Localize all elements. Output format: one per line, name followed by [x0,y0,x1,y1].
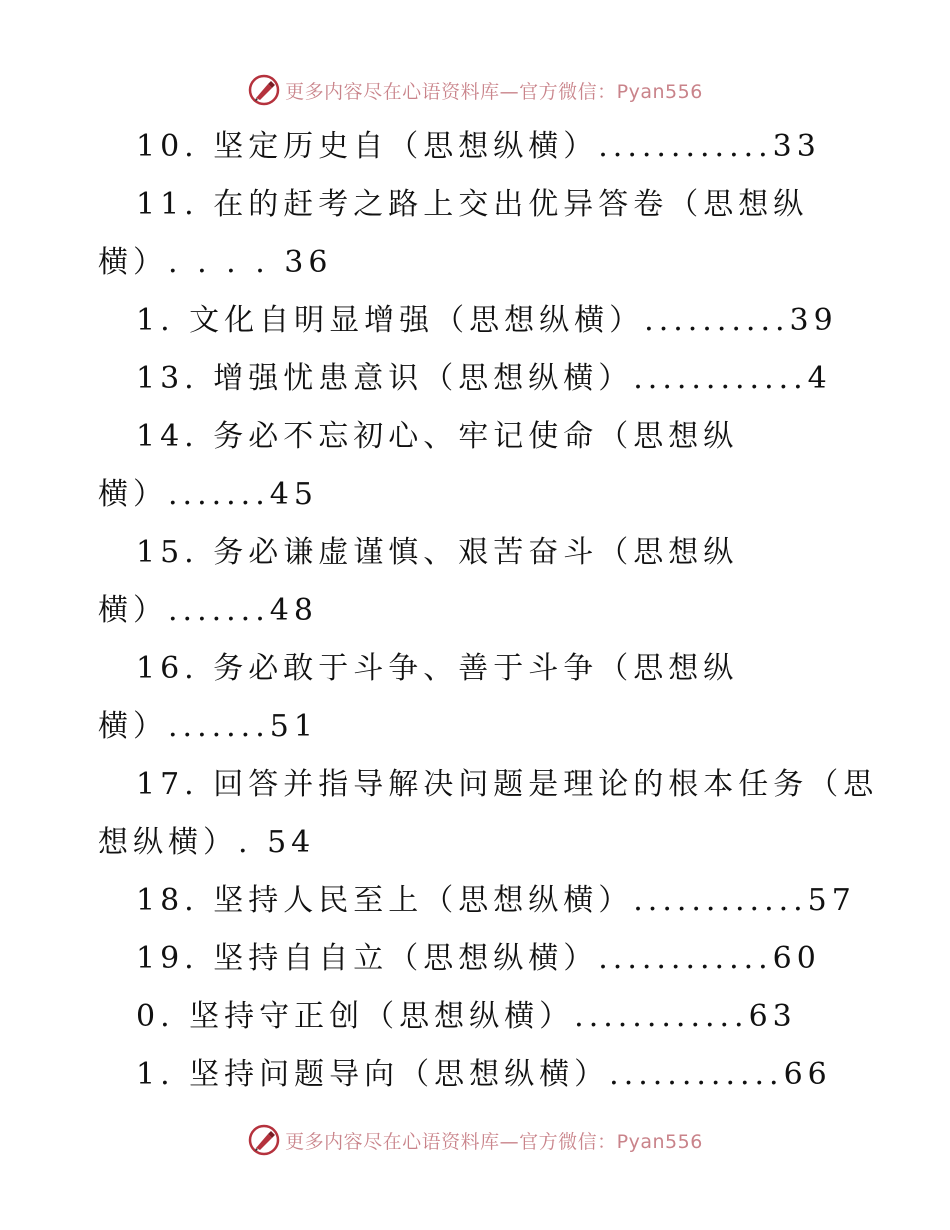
toc-entry-14-continued[interactable]: 横）.......45 [98,477,318,512]
toc-entry-19[interactable]: 19. 坚持自自立（思想纵横）............60 [136,941,821,976]
toc-entry-17-continued[interactable]: 想纵横）. 54 [98,825,316,860]
toc-entry-1-problem[interactable]: 1. 坚持问题导向（思想纵横）............66 [136,1057,832,1092]
toc-entry-15[interactable]: 15. 务必谦虚谨慎、艰苦奋斗（思想纵 [136,535,739,570]
watermark-text: 更多内容尽在心语资料库—官方微信：Pyan556 [285,80,703,103]
toc-entry-11[interactable]: 11. 在的赶考之路上交出优异答卷（思想纵 [136,187,809,222]
pen-logo-icon [247,1123,281,1157]
toc-entry-0[interactable]: 0. 坚持守正创（思想纵横）............63 [136,999,797,1034]
toc-entry-15-continued[interactable]: 横）.......48 [98,593,318,628]
toc-entry-14[interactable]: 14. 务必不忘初心、牢记使命（思想纵 [136,419,739,454]
toc-entry-10[interactable]: 10. 坚定历史自（思想纵横）............33 [136,129,821,164]
toc-entry-13[interactable]: 13. 增强忧患意识（思想纵横）............4 [136,361,832,396]
watermark-text: 更多内容尽在心语资料库—官方微信：Pyan556 [285,1130,703,1153]
pen-logo-icon [247,73,281,107]
footer-watermark [0,1120,950,1160]
toc-entry-1-culture[interactable]: 1. 文化自明显增强（思想纵横）..........39 [136,303,838,338]
header-watermark [0,70,950,110]
toc-entry-16[interactable]: 16. 务必敢于斗争、善于斗争（思想纵 [136,651,739,686]
toc-entry-18[interactable]: 18. 坚持人民至上（思想纵横）............57 [136,883,856,918]
toc-entry-11-continued[interactable]: 横）. . . . 36 [98,245,333,280]
toc-entry-17[interactable]: 17. 回答并指导解决问题是理论的根本任务（思 [136,767,879,802]
toc-entry-16-continued[interactable]: 横）.......51 [98,709,318,744]
